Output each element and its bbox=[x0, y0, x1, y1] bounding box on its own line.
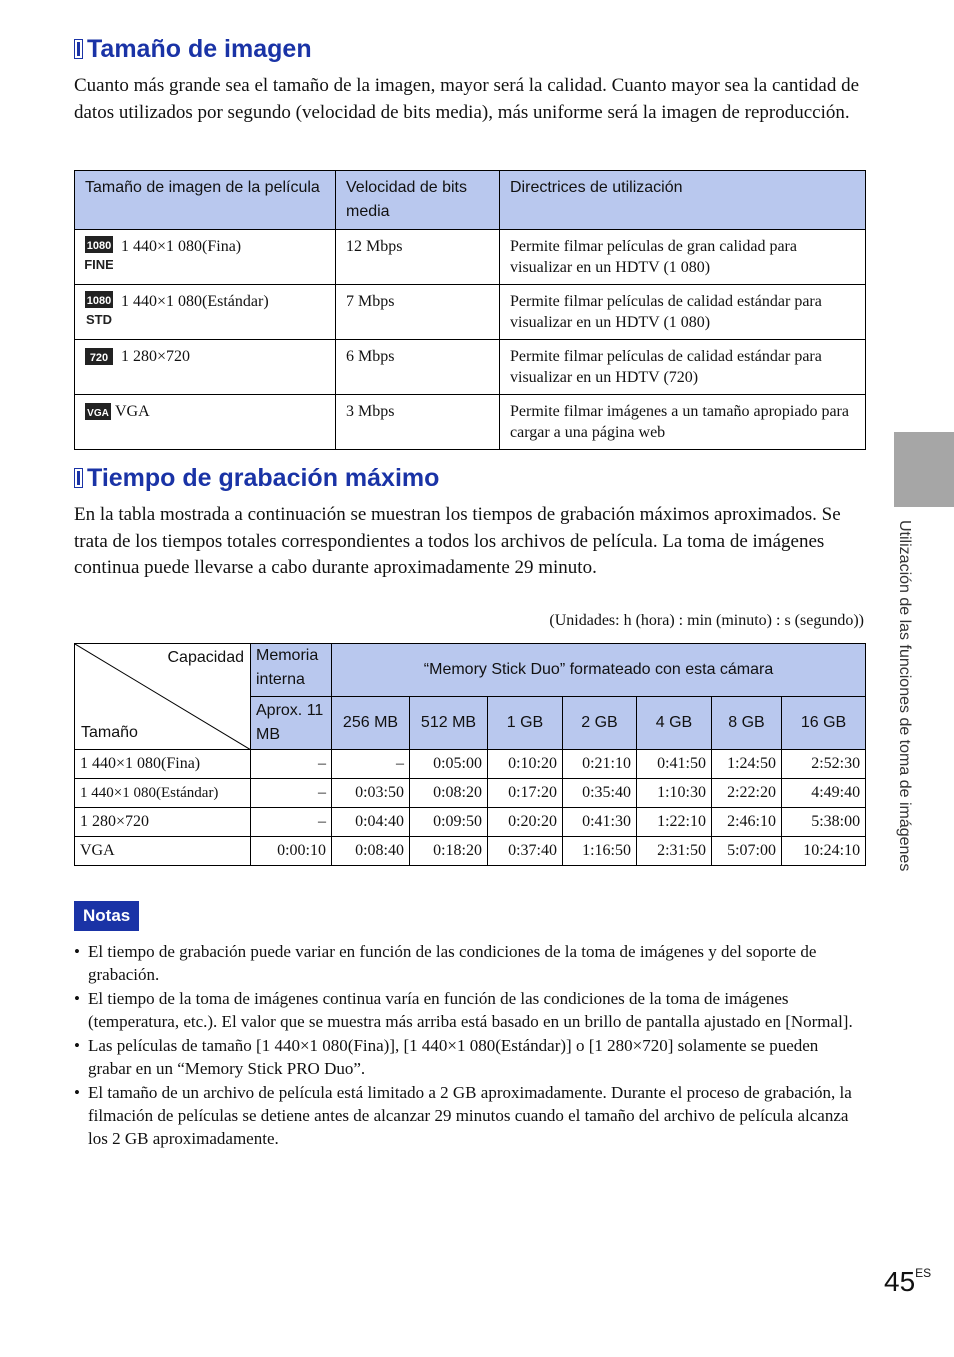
time-cell: 1:16:50 bbox=[563, 837, 637, 866]
1080-std-icon bbox=[85, 291, 113, 333]
guideline-cell: Permite filmar películas de gran calidad para visualizar en un HDTV (1 080) bbox=[500, 230, 866, 285]
time-cell: 2:52:30 bbox=[782, 750, 866, 779]
capacity-header: 2 GB bbox=[563, 697, 637, 750]
1080-fine-icon bbox=[85, 236, 113, 278]
movie-size-label: 1 280×720 bbox=[121, 348, 191, 365]
table-row bbox=[75, 750, 866, 779]
time-cell: 1:24:50 bbox=[712, 750, 782, 779]
time-cell: – bbox=[251, 779, 332, 808]
image-size-table bbox=[74, 170, 866, 450]
list-item: • El tiempo de la toma de imágenes continua varía en función de las condiciones de la toma de imágenes (temperatura, etc.). El valor que se muestra más arriba está basado en un brillo de pantalla ajustado en [Normal]. bbox=[74, 987, 864, 1033]
guideline-cell: Permite filmar imágenes a un tamaño apropiado para cargar a una página web bbox=[500, 395, 866, 450]
bitrate-cell: 3 Mbps bbox=[336, 395, 500, 450]
list-item: • El tamaño de un archivo de película está limitado a 2 GB aproximadamente. Durante el proceso de grabación, la filmación de películas se detiene antes de alcanzar 29 minutos cuando el tamaño del archivo de película alcanza los 2 GB aproximadamente. bbox=[74, 1081, 864, 1150]
svg-text:720: 720 bbox=[89, 352, 109, 364]
bitrate-cell: 6 Mbps bbox=[336, 340, 500, 395]
svg-text:VGA: VGA bbox=[87, 408, 109, 419]
time-cell: 0:41:30 bbox=[563, 808, 637, 837]
time-cell: 2:46:10 bbox=[712, 808, 782, 837]
capacity-header: 8 GB bbox=[712, 697, 782, 750]
section-body-max-recording-time: En la tabla mostrada a continuación se muestran los tiempos de grabación máximos aproximados. Se trata de los tiempos totales correspondientes a todos los archivos de película. La toma de imágenes continua puede llevarse a cabo durante aproximadamente 29 minuto. bbox=[74, 504, 841, 578]
table-header-row bbox=[75, 171, 866, 230]
section-title-max-recording-time: Tiempo de grabación máximo bbox=[74, 466, 439, 491]
guideline-cell: Permite filmar películas de calidad estándar para visualizar en un HDTV (720) bbox=[500, 340, 866, 395]
time-cell: 0:17:20 bbox=[488, 779, 563, 808]
capacity-header: 1 GB bbox=[488, 697, 563, 750]
time-cell: 5:07:00 bbox=[712, 837, 782, 866]
time-cell: 0:09:50 bbox=[410, 808, 488, 837]
table-row bbox=[75, 340, 866, 395]
time-cell: 0:41:50 bbox=[637, 750, 712, 779]
guideline-cell: Permite filmar películas de calidad estándar para visualizar en un HDTV (1 080) bbox=[500, 285, 866, 340]
table-row bbox=[75, 837, 866, 866]
section-title-image-size: Tamaño de imagen bbox=[74, 37, 312, 62]
table-row bbox=[75, 395, 866, 450]
720-icon bbox=[85, 346, 113, 372]
row-size-label: 1 440×1 080(Estándar) bbox=[75, 779, 251, 808]
section-marker-icon bbox=[74, 39, 83, 59]
capacity-header: 16 GB bbox=[782, 697, 866, 750]
notes-list bbox=[74, 940, 864, 1151]
row-size-label: 1 440×1 080(Fina) bbox=[75, 750, 251, 779]
table-row bbox=[75, 285, 866, 340]
time-cell: 0:05:00 bbox=[410, 750, 488, 779]
corner-header bbox=[75, 644, 251, 750]
notes-label: Notas bbox=[74, 901, 139, 931]
sidebar-tab-block bbox=[894, 432, 954, 507]
list-item: • Las películas de tamaño [1 440×1 080(Fina)], [1 440×1 080(Estándar)] o [1 280×720] solamente se pueden grabar en un “Memory Stick PRO Duo”. bbox=[74, 1034, 864, 1080]
bitrate-cell: 12 Mbps bbox=[336, 230, 500, 285]
time-cell: 0:18:20 bbox=[410, 837, 488, 866]
table-row bbox=[75, 230, 866, 285]
time-cell: – bbox=[251, 808, 332, 837]
column-header: Directrices de utilización bbox=[500, 171, 866, 230]
time-cell: 0:20:20 bbox=[488, 808, 563, 837]
row-size-label: VGA bbox=[75, 837, 251, 866]
section-body-image-size: Cuanto más grande sea el tamaño de la imagen, mayor será la calidad. Cuanto mayor sea la cantidad de datos utilizados por segundo (velocidad de bits media), más uniforme será la imagen de reproducción. bbox=[74, 75, 860, 123]
bitrate-cell: 7 Mbps bbox=[336, 285, 500, 340]
list-item: • El tiempo de grabación puede variar en función de las condiciones de la toma de imágenes y del soporte de grabación. bbox=[74, 940, 864, 986]
table-row bbox=[75, 779, 866, 808]
time-cell: 1:10:30 bbox=[637, 779, 712, 808]
time-cell: 2:31:50 bbox=[637, 837, 712, 866]
time-cell: 0:10:20 bbox=[488, 750, 563, 779]
capacity-header: 512 MB bbox=[410, 697, 488, 750]
movie-size-label: 1 440×1 080(Estándar) bbox=[121, 293, 269, 310]
time-cell: 0:35:40 bbox=[563, 779, 637, 808]
time-cell: 10:24:10 bbox=[782, 837, 866, 866]
column-header: Tamaño de imagen de la película bbox=[75, 171, 336, 230]
time-cell: 0:00:10 bbox=[251, 837, 332, 866]
movie-size-label: VGA bbox=[115, 403, 150, 420]
sidebar-chapter-text: Utilización de las funciones de toma de imágenes bbox=[896, 520, 913, 872]
recording-time-table bbox=[74, 643, 866, 866]
time-cell: – bbox=[332, 750, 410, 779]
table-header-row bbox=[75, 644, 866, 697]
time-cell: 4:49:40 bbox=[782, 779, 866, 808]
time-cell: 0:03:50 bbox=[332, 779, 410, 808]
capacity-header: 256 MB bbox=[332, 697, 410, 750]
section-marker-icon bbox=[74, 468, 83, 488]
table-row bbox=[75, 808, 866, 837]
units-note: (Unidades: h (hora) : min (minuto) : s (segundo)) bbox=[549, 612, 864, 629]
size-label: Tamaño bbox=[81, 724, 138, 741]
svg-text:1080: 1080 bbox=[86, 295, 112, 307]
row-size-label: 1 280×720 bbox=[75, 808, 251, 837]
time-cell: 0:37:40 bbox=[488, 837, 563, 866]
svg-text:STD: STD bbox=[86, 312, 112, 327]
page-number: $45^{ES}$ bbox=[884, 1266, 932, 1297]
vga-icon bbox=[85, 401, 111, 427]
movie-size-label: 1 440×1 080(Fina) bbox=[121, 238, 242, 255]
time-cell: 1:22:10 bbox=[637, 808, 712, 837]
column-header: Velocidad de bits media bbox=[336, 171, 500, 230]
capacity-header: 4 GB bbox=[637, 697, 712, 750]
time-cell: 0:04:40 bbox=[332, 808, 410, 837]
svg-text:FINE: FINE bbox=[85, 257, 113, 272]
internal-memory-header: Memoria interna bbox=[251, 644, 332, 697]
time-cell: 0:08:40 bbox=[332, 837, 410, 866]
time-cell: 2:22:20 bbox=[712, 779, 782, 808]
time-cell: – bbox=[251, 750, 332, 779]
capacity-label: Capacidad bbox=[167, 649, 244, 666]
svg-text:1080: 1080 bbox=[86, 240, 112, 252]
internal-capacity-header: Aprox. 11 MB bbox=[251, 697, 332, 750]
time-cell: 0:08:20 bbox=[410, 779, 488, 808]
memory-stick-header: “Memory Stick Duo” formateado con esta cámara bbox=[332, 644, 866, 697]
time-cell: 0:21:10 bbox=[563, 750, 637, 779]
language-code: ES bbox=[915, 1266, 932, 1280]
time-cell: 5:38:00 bbox=[782, 808, 866, 837]
